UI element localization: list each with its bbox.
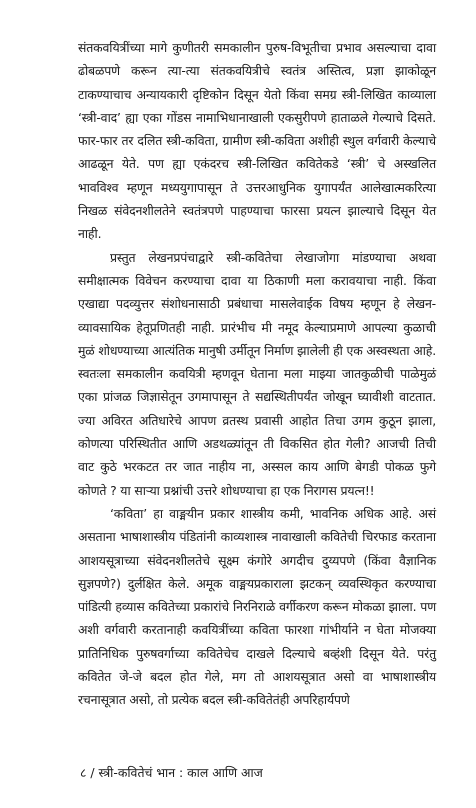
paragraph-2: प्रस्तुत लेखनप्रपंचाद्वारे स्त्री-कवितेचा लेखाजोगा मांडण्याचा अथवा समीक्षात्मक विवेचन करण्याचा दावा या ठिकाणी मला करावयाचा नाही. किंवा एखाद्या पदव्युत्तर संशोधनासाठी प्रबंधाचा मासलेवाईक विषय म्हणून हे लेखन-व्यावसायिक हेतूप्रणितही नाही. प्रारंभीच मी नमूद केल्याप्रमाणे आपल्या कुळाची मुळं शोधण्याच्या आत्यंतिक मानुषी उर्मीतून निर्माण झालेली ही एक अस्वस्थता आहे. स्वतःला समकालीन कवयित्री म्हणवून घेताना मला माझ्या जातकुळीची पाळेमुळं एका प्रांजळ जिज्ञासेतून उगमापासून ते सद्यस्थितीपर्यंत जोखून घ्यावीशी वाटतात. ज्या अविरत अतिधारेचे आपण व्रतस्थ प्रवासी आहोत तिचा उगम कुठून झाला, कोणत्या परिस्थितीत आणि अडथळ्यांतून ती विकसित होत गेली? आजची तिची वाट कुठे भरकटत तर जात नाहीय ना, अस्सल काय आणि बेगडी पोकळ फुगे कोणते ? या साऱ्या प्रश्नांची उत्तरे शोधण्याचा हा एक निरागस प्रयत्न!! — [78, 249, 436, 498]
paragraph-3: ‘कविता’ हा वाङ्मयीन प्रकार शास्त्रीय कमी, भावनिक अधिक आहे. असं असताना भाषाशास्त्रीय पंडितांनी काव्यशास्त्र नावाखाली कवितेची चिरफाड करताना आशयसूत्राच्या संवेदनशीलतेचे सूक्ष्म कंगोरे अगदीच दुय्यपणे (किंवा वैज्ञानिक सुज्ञपणे?) दुर्लक्षित केले. अमूक वाङ्मयप्रकाराला झटकन् व्यवस्थिकृत करण्याचा पांडित्यी हव्यास कवितेच्या प्रकारांचे निरनिराळे वर्गीकरण करून मोकळा झाला. पण अशी वर्गवारी करतानाही कवयित्रींच्या कविता फारशा गांभीर्याने न घेता मोजक्या प्रातिनिधिक पुरुषवर्गाच्या कवितेचेच दाखले दिल्याचे बव्हंशी दिसून येते. परंतु कवितेत जे-जे बदल होत गेले, मग तो आशयसूत्रात असो वा भाषाशास्त्रीय रचनासूत्रात असो, तो प्रत्येक बदल स्त्री-कवितेतंही अपरिहार्यपणे — [78, 505, 436, 708]
page-footer: ८ / स्त्री-कवितेचं भान : काल आणि आज — [80, 765, 263, 780]
paragraph-1: संतकवयित्रींच्या मागे कुणीतरी समकालीन पुरुष-विभूतीचा प्रभाव असल्याचा दावा ढोबळपणे करून त्या-त्या संतकवयित्रीचे स्वतंत्र अस्तित्व, प्रज्ञा झाकोळून टाकण्याचाच अन्यायकारी दृष्टिकोन दिसून येतो किंवा समग्र स्त्री-लिखित काव्याला ‘स्त्री-वाद’ ह्या एका गोंडस नामाभिधानाखाली एकसुरीपणे हाताळले गेल्याचे दिसते. फार-फार तर दलित स्त्री-कविता, ग्रामीण स्त्री-कविता अशीही स्थुल वर्गवारी केल्याचे आढळून येते. पण ह्या एकंदरच स्त्री-लिखित कवितेकडे ‘स्त्री’ चे अस्खलित भावविश्व म्हणून मध्ययुगापासून ते उत्तरआधुनिक युगापर्यंत आलेखात्मकरित्या निखळ संवेदनशीलतेने स्वतंत्रपणे पाहण्याचा फारसा प्रयत्न झाल्याचे दिसून येत नाही. — [78, 40, 436, 242]
